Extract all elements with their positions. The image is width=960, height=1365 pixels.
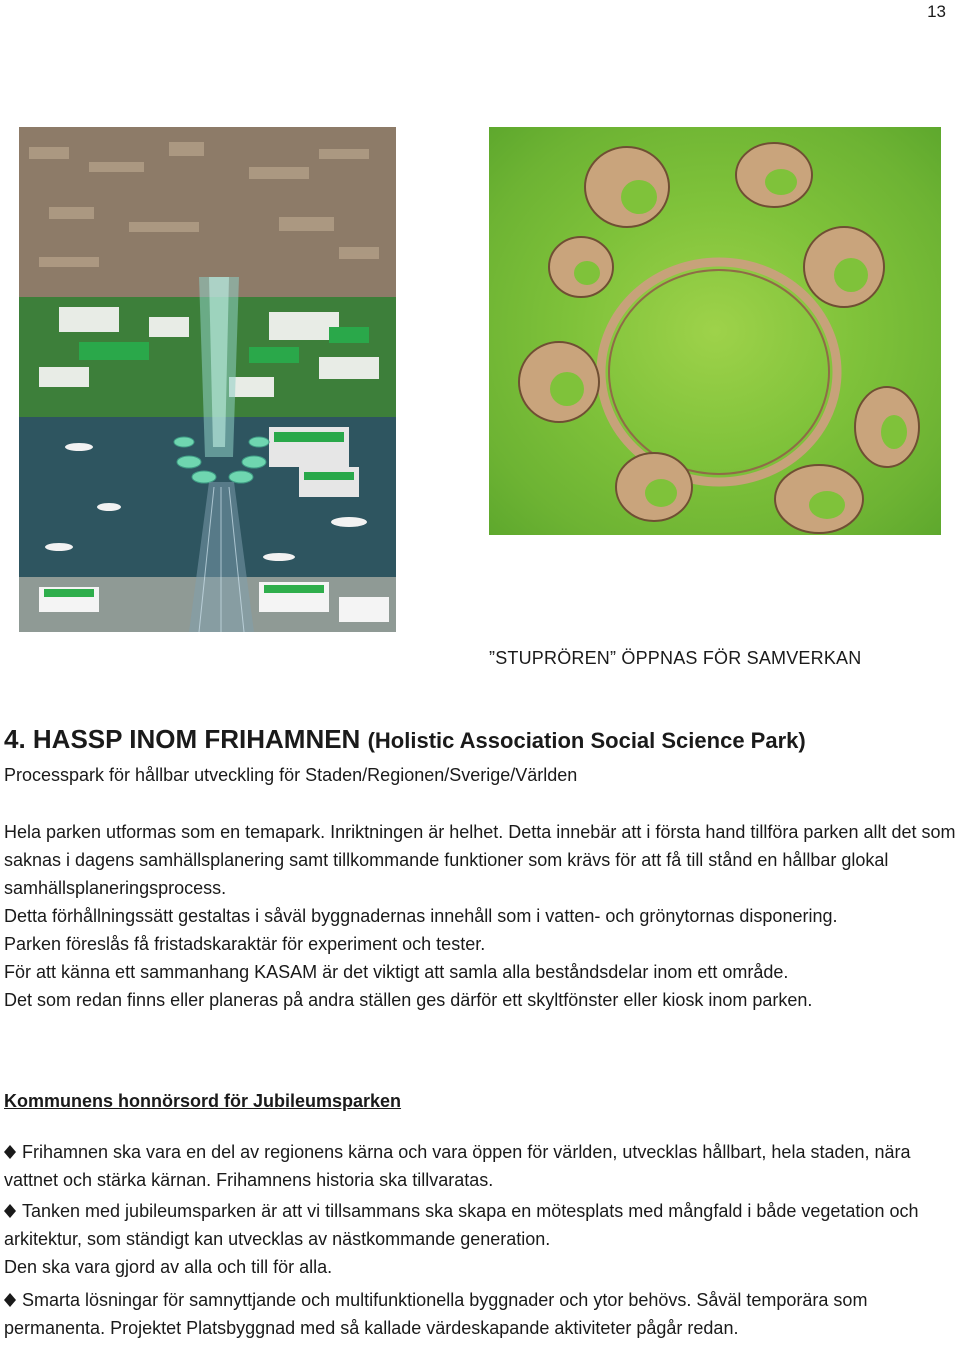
drainpipe-model-image bbox=[489, 127, 941, 535]
figure-caption: ”STUPRÖREN” ÖPPNAS FÖR SAMVERKAN bbox=[489, 648, 862, 668]
section-title bbox=[4, 724, 806, 755]
subsection-heading: Kommunens honnörsord för Jubileumsparken bbox=[4, 1091, 402, 1111]
subtitle: Processpark för hållbar utveckling för Staden/Regionen/Sverige/Världen bbox=[4, 765, 578, 785]
diamond-icon bbox=[4, 1286, 22, 1314]
paragraph-3: Parken föreslås få fristadskaraktär för experiment och tester. bbox=[4, 934, 486, 954]
harbour-rendering-image bbox=[19, 127, 396, 632]
diamond-icon bbox=[4, 1138, 22, 1166]
page-number: 13 bbox=[927, 2, 946, 21]
bullet-item-2-extra: Den ska vara gjord av alla och till för alla. bbox=[4, 1257, 333, 1277]
bullet-text-1: Frihamnen ska vara en del av regionens kärna och vara öppen för världen, utvecklas hållbart, hela staden, nära vattnet och stärka kärnan. Frihamnens historia ska tillvaratas. bbox=[4, 1142, 911, 1190]
bullet-item-3 bbox=[4, 1286, 956, 1342]
paragraph-2: Detta förhållningssätt gestaltas i såväl byggnadernas innehåll som i vatten- och grönytornas disponering. bbox=[4, 906, 838, 926]
diamond-icon bbox=[4, 1197, 22, 1225]
paragraph-1: Hela parken utformas som en temapark. Inriktningen är helhet. Detta innebär att i första hand tillföra parken allt det som saknas i dagens samhällsplanering samt tillkommande funktioner som krävs för att få till stånd en hållbar glokal samhällsplaneringsprocess. bbox=[4, 822, 956, 898]
bullet-text-2: Tanken med jubileumsparken är att vi tillsammans ska skapa en mötesplats med mångfald i både vegetation och arkitektur, som ständigt kan utvecklas av nästkommande generation. bbox=[4, 1201, 919, 1249]
section-title-main: 4. HASSP INOM FRIHAMNEN bbox=[4, 724, 361, 754]
bullet-text-3: Smarta lösningar för samnyttjande och multifunktionella byggnader och ytor behövs. Såväl temporära som permanenta. Projektet Platsbyggnad med så kallade värdeskapande aktiviteter pågår redan. bbox=[4, 1290, 868, 1338]
bullet-item-2 bbox=[4, 1197, 956, 1253]
paragraph-4: För att känna ett sammanhang KASAM är det viktigt att samla alla beståndsdelar inom ett område. bbox=[4, 962, 789, 982]
paragraph-5: Det som redan finns eller planeras på andra ställen ges därför ett skyltfönster eller kiosk inom parken. bbox=[4, 990, 813, 1010]
bullet-item-1 bbox=[4, 1138, 956, 1194]
section-title-sub: (Holistic Association Social Science Park) bbox=[367, 728, 806, 753]
